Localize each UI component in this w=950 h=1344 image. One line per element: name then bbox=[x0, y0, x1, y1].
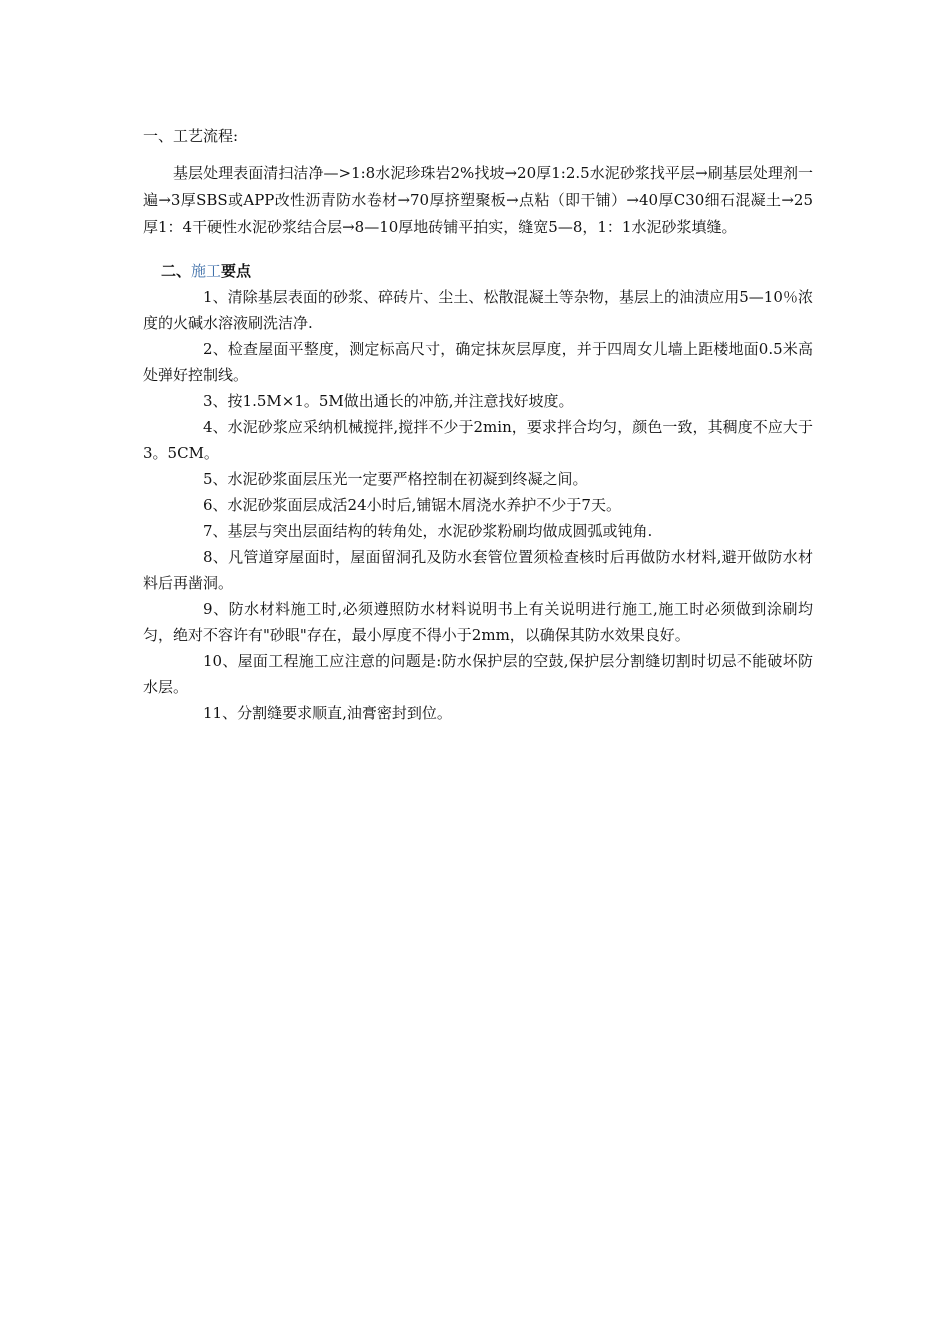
key-point-4: 4、水泥砂浆应采纳机械搅拌,搅拌不少于2min，要求拌合均匀，颜色一致，其稠度不应大于3。5CM。 bbox=[143, 418, 813, 462]
key-point-3: 3、按1.5M×1。5M做出通长的冲筋,并注意找好坡度。 bbox=[203, 392, 574, 410]
key-point-11: 11、分割缝要求顺直,油膏密封到位。 bbox=[203, 704, 452, 722]
key-point-5: 5、水泥砂浆面层压光一定要严格控制在初凝到终凝之间。 bbox=[203, 470, 588, 488]
key-point-10: 10、屋面工程施工应注意的问题是:防水保护层的空鼓,保护层分割缝切割时切忌不能破坏防水层。 bbox=[143, 652, 813, 696]
key-point-6: 6、水泥砂浆面层成活24小时后,铺锯木屑浇水养护不少于7天。 bbox=[203, 496, 621, 514]
section1-heading: 一、工艺流程: bbox=[143, 127, 239, 145]
document-body bbox=[143, 122, 813, 726]
section2-heading-suffix: 要点 bbox=[221, 262, 252, 280]
key-point-2: 2、检查屋面平整度，测定标高尺寸，确定抹灰层厚度，并于四周女儿墙上距楼地面0.5米高处弹好控制线。 bbox=[143, 340, 813, 384]
section2-heading-highlight: 施工 bbox=[191, 262, 222, 280]
section2-heading-prefix: 二、 bbox=[161, 262, 192, 280]
key-point-9: 9、防水材料施工时,必须遵照防水材料说明书上有关说明进行施工,施工时必须做到涂刷均匀，绝对不容许有"砂眼"存在，最小厚度不得小于2mm，以确保其防水效果良好。 bbox=[143, 600, 813, 644]
key-point-8: 8、凡管道穿屋面时，屋面留洞孔及防水套管位置须检查核时后再做防水材料,避开做防水材料后再凿洞。 bbox=[143, 548, 813, 592]
section2-heading bbox=[143, 258, 813, 284]
key-points-list bbox=[143, 284, 813, 726]
key-point-1: 1、清除基层表面的砂浆、碎砖片、尘土、松散混凝土等杂物，基层上的油渍应用5—10％浓度的火碱水溶液刷洗洁净. bbox=[143, 288, 813, 332]
process-flow-paragraph: 基层处理表面清扫洁净—>1:8水泥珍珠岩2%找坡→20厚1:2.5水泥砂浆找平层→刷基层处理剂一遍→3厚SBS或APP改性沥青防水卷材→70厚挤塑聚板→点粘（即干铺）→40厚C30细石混凝土→25厚1：4干硬性水泥砂浆结合层→8—10厚地砖铺平拍实，缝宽5—8，1：1水泥砂浆填缝。 bbox=[143, 164, 813, 236]
key-point-7: 7、基层与突出层面结构的转角处，水泥砂浆粉刷均做成圆弧或钝角. bbox=[203, 522, 653, 540]
